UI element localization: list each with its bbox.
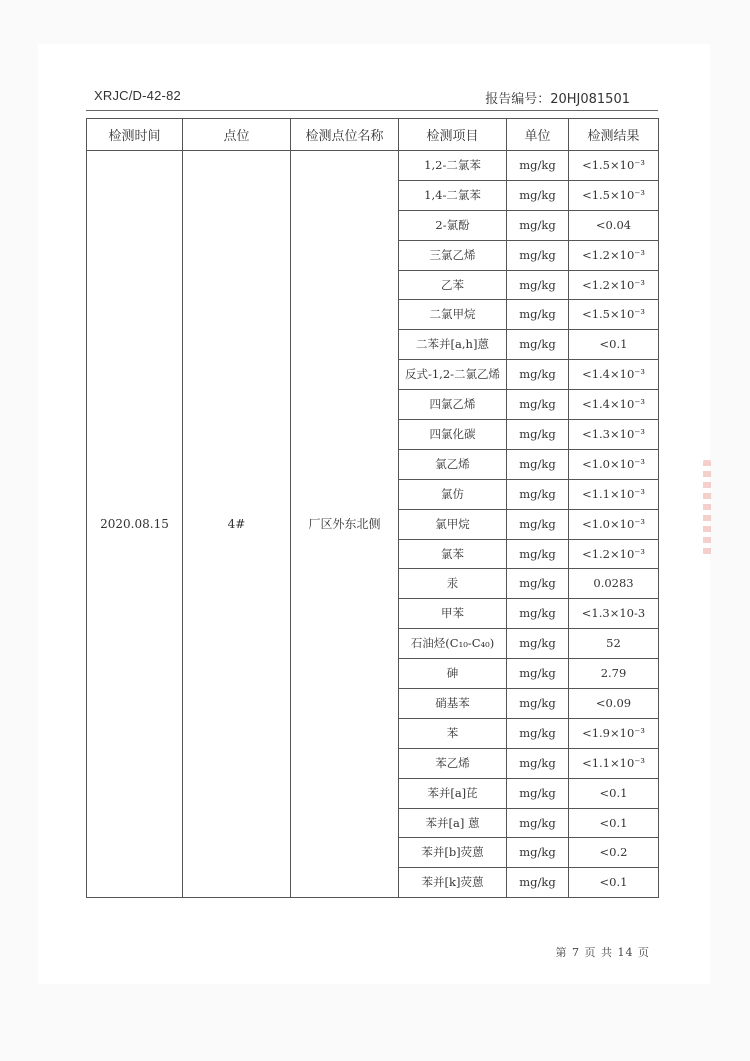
unit-cell: mg/kg xyxy=(507,689,569,719)
result-cell: <1.5×10⁻³ xyxy=(569,151,659,181)
unit-cell: mg/kg xyxy=(507,838,569,868)
column-header-time: 检测时间 xyxy=(87,119,183,151)
item-cell: 硝基苯 xyxy=(399,689,507,719)
unit-cell: mg/kg xyxy=(507,479,569,509)
unit-cell: mg/kg xyxy=(507,390,569,420)
result-cell: 0.0283 xyxy=(569,569,659,599)
unit-cell: mg/kg xyxy=(507,420,569,450)
item-cell: 反式-1,2-二氯乙烯 xyxy=(399,360,507,390)
unit-cell: mg/kg xyxy=(507,748,569,778)
result-cell: <1.2×10⁻³ xyxy=(569,240,659,270)
unit-cell: mg/kg xyxy=(507,330,569,360)
result-cell: <1.3×10-3 xyxy=(569,599,659,629)
item-cell: 2-氯酚 xyxy=(399,210,507,240)
result-cell: 52 xyxy=(569,629,659,659)
unit-cell: mg/kg xyxy=(507,240,569,270)
result-cell: <1.1×10⁻³ xyxy=(569,748,659,778)
result-cell: <0.1 xyxy=(569,778,659,808)
unit-cell: mg/kg xyxy=(507,300,569,330)
result-cell: <0.09 xyxy=(569,689,659,719)
result-cell: <1.4×10⁻³ xyxy=(569,390,659,420)
item-cell: 氯乙烯 xyxy=(399,449,507,479)
item-cell: 苯并[a]芘 xyxy=(399,778,507,808)
seal-stamp-fragment xyxy=(703,460,711,555)
unit-cell: mg/kg xyxy=(507,180,569,210)
table-row xyxy=(87,151,659,181)
table-body xyxy=(87,151,659,898)
item-cell: 乙苯 xyxy=(399,270,507,300)
item-cell: 甲苯 xyxy=(399,599,507,629)
item-cell: 二苯并[a,h]蒽 xyxy=(399,330,507,360)
unit-cell: mg/kg xyxy=(507,539,569,569)
result-cell: 2.79 xyxy=(569,659,659,689)
result-cell: <1.2×10⁻³ xyxy=(569,270,659,300)
result-cell: <0.1 xyxy=(569,330,659,360)
result-cell: <0.1 xyxy=(569,808,659,838)
item-cell: 1,4-二氯苯 xyxy=(399,180,507,210)
location-cell: 厂区外东北侧 xyxy=(291,151,399,898)
column-header-location: 检测点位名称 xyxy=(291,119,399,151)
column-header-result: 检测结果 xyxy=(569,119,659,151)
item-cell: 四氯乙烯 xyxy=(399,390,507,420)
item-cell: 苯 xyxy=(399,718,507,748)
result-cell: <0.1 xyxy=(569,868,659,898)
item-cell: 四氯化碳 xyxy=(399,420,507,450)
item-cell: 石油烃(C₁₀-C₄₀) xyxy=(399,629,507,659)
unit-cell: mg/kg xyxy=(507,599,569,629)
unit-cell: mg/kg xyxy=(507,868,569,898)
result-cell: <1.2×10⁻³ xyxy=(569,539,659,569)
page-number: 第 7 页 共 14 页 xyxy=(555,946,650,959)
item-cell: 苯并[b]荧蒽 xyxy=(399,838,507,868)
unit-cell: mg/kg xyxy=(507,629,569,659)
result-cell: <0.04 xyxy=(569,210,659,240)
item-cell: 三氯乙烯 xyxy=(399,240,507,270)
result-cell: <1.5×10⁻³ xyxy=(569,300,659,330)
result-cell: <1.3×10⁻³ xyxy=(569,420,659,450)
results-table xyxy=(86,118,659,898)
column-header-item: 检测项目 xyxy=(399,119,507,151)
point-cell: 4# xyxy=(183,151,291,898)
item-cell: 苯并[k]荧蒽 xyxy=(399,868,507,898)
item-cell: 氯仿 xyxy=(399,479,507,509)
unit-cell: mg/kg xyxy=(507,509,569,539)
column-header-unit: 单位 xyxy=(507,119,569,151)
item-cell: 苯并[a] 蒽 xyxy=(399,808,507,838)
unit-cell: mg/kg xyxy=(507,270,569,300)
column-header-point: 点位 xyxy=(183,119,291,151)
unit-cell: mg/kg xyxy=(507,151,569,181)
item-cell: 1,2-二氯苯 xyxy=(399,151,507,181)
item-cell: 苯乙烯 xyxy=(399,748,507,778)
unit-cell: mg/kg xyxy=(507,778,569,808)
table-header-row xyxy=(87,119,659,151)
document-code: XRJC/D-42-82 xyxy=(94,88,181,103)
result-cell: <1.1×10⁻³ xyxy=(569,479,659,509)
item-cell: 氯甲烷 xyxy=(399,509,507,539)
item-cell: 二氯甲烷 xyxy=(399,300,507,330)
result-cell: <1.0×10⁻³ xyxy=(569,449,659,479)
item-cell: 砷 xyxy=(399,659,507,689)
unit-cell: mg/kg xyxy=(507,659,569,689)
result-cell: <1.4×10⁻³ xyxy=(569,360,659,390)
result-cell: <1.9×10⁻³ xyxy=(569,718,659,748)
unit-cell: mg/kg xyxy=(507,449,569,479)
report-number: 报告编号：20HJ081501 xyxy=(485,92,630,107)
test-date-cell: 2020.08.15 xyxy=(87,151,183,898)
result-cell: <1.5×10⁻³ xyxy=(569,180,659,210)
unit-cell: mg/kg xyxy=(507,360,569,390)
unit-cell: mg/kg xyxy=(507,569,569,599)
result-cell: <0.2 xyxy=(569,838,659,868)
unit-cell: mg/kg xyxy=(507,718,569,748)
header-divider xyxy=(86,110,658,111)
unit-cell: mg/kg xyxy=(507,210,569,240)
result-cell: <1.0×10⁻³ xyxy=(569,509,659,539)
item-cell: 汞 xyxy=(399,569,507,599)
unit-cell: mg/kg xyxy=(507,808,569,838)
item-cell: 氯苯 xyxy=(399,539,507,569)
